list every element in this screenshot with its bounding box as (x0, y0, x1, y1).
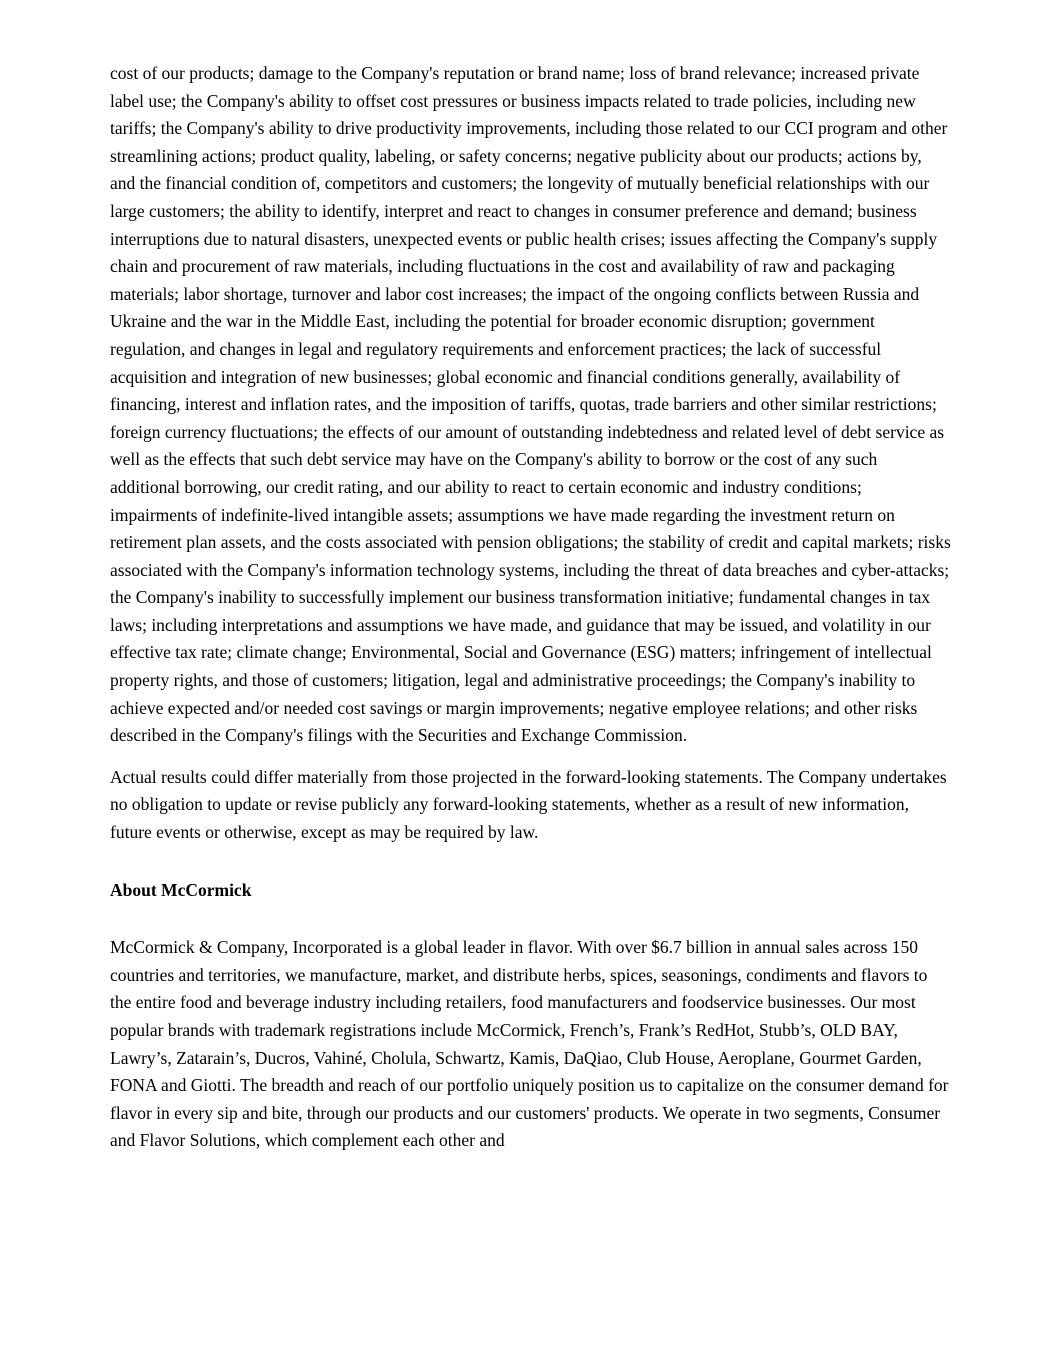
risk-factors-continuation-paragraph: cost of our products; damage to the Company's reputation or brand name; loss of brand relevance; increased private label use; the Company's ability to offset cost pressures or business impacts related to trade policies, including new tariffs; the Company's ability to drive productivity improvements, including those related to our CCI program and other streamlining actions; product quality, labeling, or safety concerns; negative publicity about our products; actions by, and the financial condition of, competitors and customers; the longevity of mutually beneficial relationships with our large customers; the ability to identify, interpret and react to changes in consumer preference and demand; business interruptions due to natural disasters, unexpected events or public health crises; issues affecting the Company's supply chain and procurement of raw materials, including fluctuations in the cost and availability of raw and packaging materials; labor shortage, turnover and labor cost increases; the impact of the ongoing conflicts between Russia and Ukraine and the war in the Middle East, including the potential for broader economic disruption; government regulation, and changes in legal and regulatory requirements and enforcement practices; the lack of successful acquisition and integration of new businesses; global economic and financial conditions generally, availability of financing, interest and inflation rates, and the imposition of tariffs, quotas, trade barriers and other similar restrictions; foreign currency fluctuations; the effects of our amount of outstanding indebtedness and related level of debt service as well as the effects that such debt service may have on the Company's ability to borrow or the cost of any such additional borrowing, our credit rating, and our ability to react to certain economic and industry conditions; impairments of indefinite-lived intangible assets; assumptions we have made regarding the investment return on retirement plan assets, and the costs associated with pension obligations; the stability of credit and capital markets; risks associated with the Company's information technology systems, including the threat of data breaches and cyber-attacks; the Company's inability to successfully implement our business transformation initiative; fundamental changes in tax laws; including interpretations and assumptions we have made, and guidance that may be issued, and volatility in our effective tax rate; climate change; Environmental, Social and Governance (ESG) matters; infringement of intellectual property rights, and those of customers; litigation, legal and administrative proceedings; the Company's inability to achieve expected and/or needed cost savings or margin improvements; negative employee relations; and other risks described in the Company's filings with the Securities and Exchange Commission. (110, 63, 951, 746)
about-mccormick-paragraph: McCormick & Company, Incorporated is a global leader in flavor. With over $6.7 billion in annual sales across 150 countries and territories, we manufacture, market, and distribute herbs, spices, seasonings, condiments and flavors to the entire food and beverage industry including retailers, food manufacturers and foodservice businesses. Our most popular brands with trademark registrations include McCormick, French’s, Frank’s RedHot, Stubb’s, OLD BAY, Lawry’s, Zatarain’s, Ducros, Vahiné, Cholula, Schwartz, Kamis, DaQiao, Club House, Aeroplane, Gourmet Garden, FONA and Giotti. The breadth and reach of our portfolio uniquely position us to capitalize on the consumer demand for flavor in every sip and bite, through our products and our customers' products. We operate in two segments, Consumer and Flavor Solutions, which complement each other and (110, 937, 949, 1151)
about-mccormick-heading: About McCormick (110, 879, 252, 900)
forward-looking-disclaimer-paragraph: Actual results could differ materially from those projected in the forward-looking statements. The Company undertakes no obligation to update or revise publicly any forward-looking statements, whether as a result of new information, future events or otherwise, except as may be required by law. (110, 766, 947, 843)
